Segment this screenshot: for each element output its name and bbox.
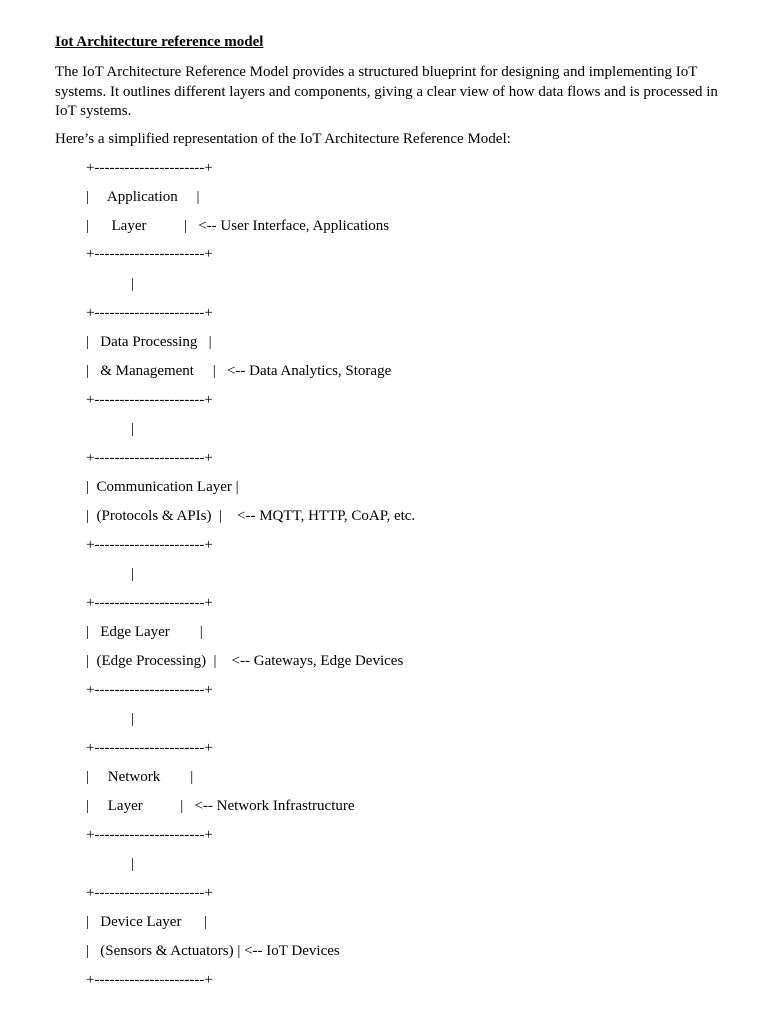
- diagram-line: |: [86, 566, 135, 582]
- diagram-line: +----------------------+: [86, 972, 213, 988]
- diagram-line: +----------------------+: [86, 392, 213, 408]
- diagram-line: | Communication Layer |: [86, 479, 239, 495]
- diagram-line: +----------------------+: [86, 246, 213, 262]
- diagram-line: | Application |: [86, 189, 200, 205]
- diagram-line: | Layer | <-- User Interface, Applications: [86, 218, 390, 234]
- diagram-line: | (Protocols & APIs) | <-- MQTT, HTTP, CoAP, etc.: [86, 508, 416, 524]
- diagram-line: +----------------------+: [86, 450, 213, 466]
- diagram-line: | Device Layer |: [86, 914, 207, 930]
- diagram-line: |: [86, 276, 135, 292]
- diagram-line: +----------------------+: [86, 740, 213, 756]
- diagram-line: |: [86, 856, 135, 872]
- intro-paragraph: The IoT Architecture Reference Model provides a structured blueprint for designing and implementing IoT systems. It outlines different layers and components, giving a clear view of how data flows and is processed in IoT systems.: [55, 64, 718, 119]
- diagram-line: +----------------------+: [86, 595, 213, 611]
- diagram-line: +----------------------+: [86, 537, 213, 553]
- document-title: Iot Architecture reference model: [55, 34, 264, 50]
- diagram-line: | Network |: [86, 769, 194, 785]
- diagram-line: | & Management | <-- Data Analytics, Storage: [86, 363, 392, 379]
- diagram-line: | Data Processing |: [86, 334, 212, 350]
- diagram-line: | Layer | <-- Network Infrastructure: [86, 798, 355, 814]
- diagram-line: +----------------------+: [86, 827, 213, 843]
- diagram-line: +----------------------+: [86, 305, 213, 321]
- diagram-line: +----------------------+: [86, 160, 213, 176]
- diagram-line: +----------------------+: [86, 682, 213, 698]
- diagram-line: | (Sensors & Actuators) | <-- IoT Devices: [86, 943, 340, 959]
- diagram-line: | (Edge Processing) | <-- Gateways, Edge Devices: [86, 653, 404, 669]
- diagram-line: | Edge Layer |: [86, 624, 203, 640]
- diagram-line: |: [86, 711, 135, 727]
- diagram-line: +----------------------+: [86, 885, 213, 901]
- diagram-line: |: [86, 421, 135, 437]
- diagram-intro-paragraph: Here’s a simplified representation of the IoT Architecture Reference Model:: [55, 131, 511, 147]
